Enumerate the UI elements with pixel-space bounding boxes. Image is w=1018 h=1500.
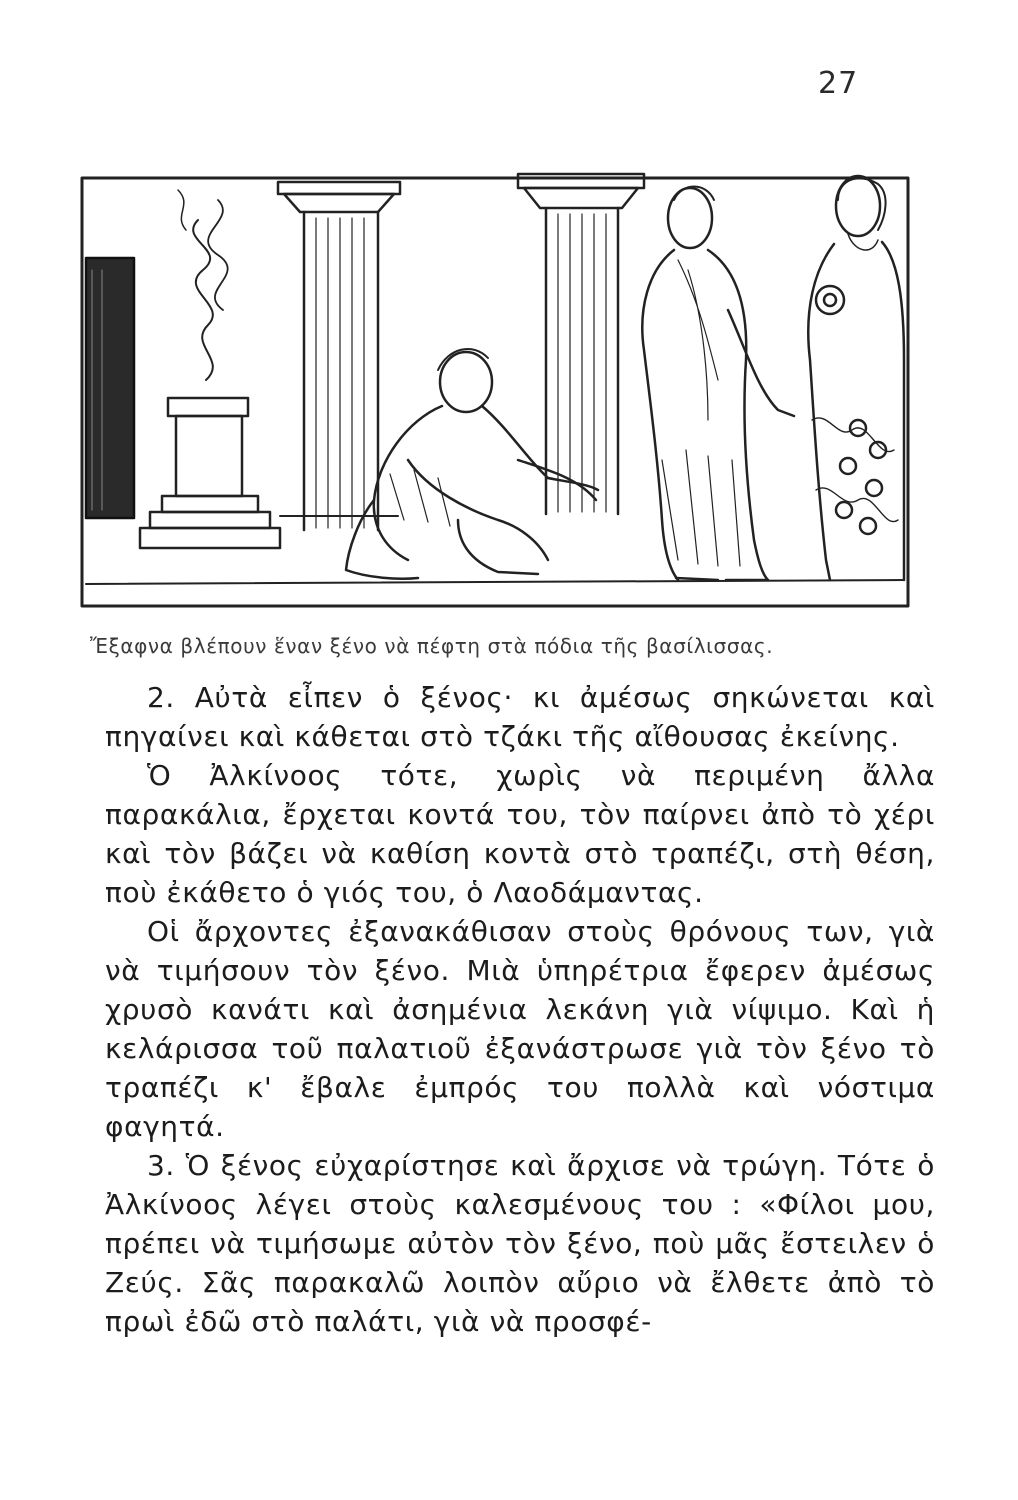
illustration-odysseus-kneeling: [78, 160, 920, 620]
paragraph-2c: Οἱ ἄρχοντες ἐξανακάθισαν στοὺς θρόνους των, γιὰ νὰ τιμήσουν τὸν ξένο. Μιὰ ὑπηρέτρια ἔφερεν ἀμέσως χρυσὸ κανάτι καὶ ἀσημένια λεκάνη γιὰ νίψιμο. Καὶ ἡ κελάρισσα τοῦ παλατιοῦ ἐξανάστρωσε γιὰ τὸν ξένο τὸ τραπέζι κ' ἔβαλε ἐμπρός του πολλὰ καὶ νόστιμα φαγητά.: [105, 915, 935, 1143]
paragraph-2b: Ὁ Ἀλκίνοος τότε, χωρὶς νὰ περιμένη ἄλλα παρακάλια, ἔρχεται κοντά του, τὸν παίρνει ἀπὸ τὸ χέρι καὶ τὸν βάζει νὰ καθίση κοντὰ στὸ τραπέζι, στὴ θέση, ποὺ ἐκάθετο ὁ γιός του, ὁ Λαοδάμαντας.: [105, 759, 935, 909]
body-text: [105, 678, 935, 1341]
page-number: 27: [818, 66, 859, 101]
illustration-caption: Ἔξαφνα βλέπουν ἕναν ξένο νὰ πέφτη στὰ πόδια τῆς βασίλισσας.: [90, 634, 774, 658]
illustration-drawing: [78, 160, 920, 620]
paragraph-2: 2. Αὐτὰ εἶπεν ὁ ξένος· κι ἀμέσως σηκώνεται καὶ πηγαίνει καὶ κάθεται στὸ τζάκι τῆς αἴθουσας ἐκείνης.: [105, 681, 935, 753]
paragraph-3: 3. Ὁ ξένος εὐχαρίστησε καὶ ἄρχισε νὰ τρώγη. Τότε ὁ Ἀλκίνοος λέγει στοὺς καλεσμένους του : «Φίλοι μου, πρέπει νὰ τιμήσωμε αὐτὸν τὸν ξένο, ποὺ μᾶς ἔστειλεν ὁ Ζεύς. Σᾶς παρακαλῶ λοιπὸν αὔριο νὰ ἔλθετε ἀπὸ τὸ πρωὶ ἐδῶ στὸ παλάτι, γιὰ νὰ προσφέ-: [105, 1149, 935, 1338]
